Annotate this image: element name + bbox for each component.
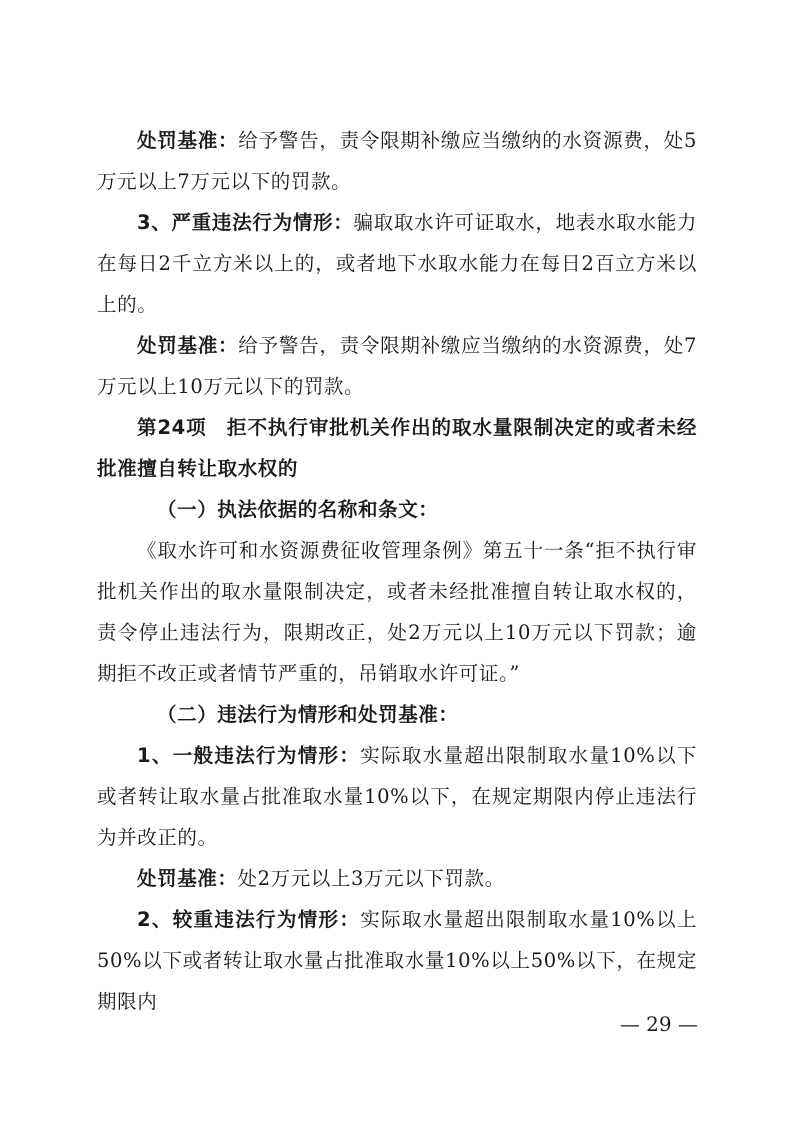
- paragraph-general-violation: [97, 735, 697, 858]
- paragraph-label: 3、严重违法行为情形：: [137, 211, 354, 234]
- paragraph-moderate-violation: [97, 899, 697, 1022]
- paragraph-penalty-standard-1: [97, 120, 697, 202]
- document-body: [97, 120, 697, 1022]
- section-heading-item-24: 第24项 拒不执行审批机关作出的取水量限制决定的或者未经批准擅自转让取水权的: [97, 416, 697, 480]
- paragraph-label: 处罚基准：: [137, 334, 239, 357]
- paragraph-label: 2、较重违法行为情形：: [137, 908, 361, 931]
- paragraph-text: 实际取水量超出限制取水量10%以上50%以下或者转让取水量占批准取水量10%以上50%以下，在规定期限内: [97, 908, 697, 1013]
- subheading-violation-standards: （二）违法行为情形和处罚基准：: [157, 703, 459, 726]
- paragraph-serious-violation: [97, 202, 697, 325]
- paragraph-text: 给予警告，责令限期补缴应当缴纳的水资源费，处7万元以上10万元以下的罚款。: [97, 334, 697, 398]
- paragraph-penalty-standard-2: [97, 325, 697, 407]
- paragraph-text: 给予警告，责令限期补缴应当缴纳的水资源费，处5万元以上7万元以下的罚款。: [97, 129, 697, 193]
- paragraph-text: 骗取取水许可证取水，地表水取水能力在每日2千立方米以上的，或者地下水取水能力在每日2百立方米以上的。: [97, 211, 698, 316]
- paragraph-regulation-text: 《取水许可和水资源费征收管理条例》第五十一条“拒不执行审批机关作出的取水量限制决定，或者未经批准擅自转让取水权的，责令停止违法行为，限期改正，处2万元以上10万元以下罚款；逾期拒不改正或者情节严重的，吊销取水许可证。”: [97, 539, 697, 685]
- subheading-legal-basis: （一）执法依据的名称和条文：: [157, 498, 439, 521]
- paragraph-text: 实际取水量超出限制取水量10%以下或者转让取水量占批准取水量10%以下，在规定期限内停止违法行为并改正的。: [97, 744, 697, 849]
- paragraph-label: 1、一般违法行为情形：: [137, 744, 361, 767]
- paragraph-text: 处2万元以上3万元以下罚款。: [237, 867, 505, 890]
- page-number: — 29 —: [619, 1012, 698, 1036]
- paragraph-penalty-standard-3: [97, 858, 697, 899]
- paragraph-label: 处罚基准：: [137, 129, 239, 152]
- paragraph-label: 处罚基准：: [137, 867, 238, 890]
